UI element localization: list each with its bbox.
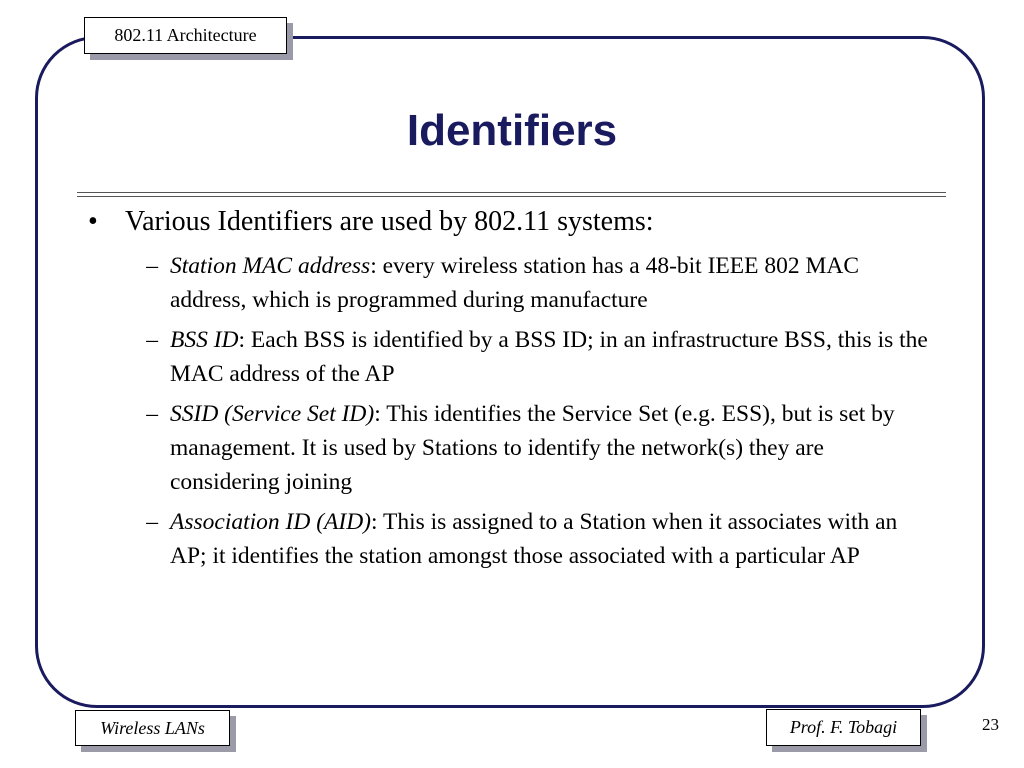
sub-bullet-text <box>170 505 935 573</box>
sub-bullet-description: : This is assigned to a Station when it associates with an AP; it identifies the station amongst those associated with a particular AP <box>170 509 898 569</box>
section-label: 802.11 Architecture <box>84 17 287 54</box>
dash-mark: – <box>146 327 158 353</box>
sub-bullet-item <box>80 249 960 317</box>
page-number: 23 <box>982 715 999 734</box>
sub-bullet-item <box>80 397 960 499</box>
author-label: Prof. F. Tobagi <box>766 709 921 746</box>
title-divider-bottom <box>77 196 946 197</box>
main-bullet <box>80 203 960 241</box>
course-label: Wireless LANs <box>75 710 230 746</box>
sub-bullet-text <box>170 323 935 391</box>
dash-mark: – <box>146 401 158 427</box>
main-bullet-text: Various Identifiers are used by 802.11 systems: <box>125 206 654 237</box>
sub-bullet-term: BSS ID <box>170 327 239 353</box>
dash-mark: – <box>146 253 158 279</box>
sub-bullet-text <box>170 397 935 499</box>
bullet-mark: • <box>88 206 98 237</box>
sub-bullet-list <box>80 249 960 573</box>
dash-mark: – <box>146 509 158 535</box>
slide-title: Identifiers <box>406 106 618 155</box>
sub-bullet-description: : Each BSS is identified by a BSS ID; in an infrastructure BSS, this is the MAC address of the AP <box>170 327 928 387</box>
sub-bullet-term: Station MAC address <box>170 253 371 279</box>
title-divider-top <box>77 192 946 193</box>
sub-bullet-description: : This identifies the Service Set (e.g. ESS), but is set by management. It is used by Stations to identify the network(s) they are considering joining <box>170 401 895 495</box>
slide-content <box>80 203 960 579</box>
sub-bullet-term: Association ID (AID) <box>170 509 372 535</box>
sub-bullet-term: SSID (Service Set ID) <box>170 401 375 427</box>
sub-bullet-item <box>80 505 960 573</box>
sub-bullet-description: : every wireless station has a 48-bit IEEE 802 MAC address, which is programmed during manufacture <box>170 253 860 313</box>
sub-bullet-text <box>170 249 935 317</box>
sub-bullet-item <box>80 323 960 391</box>
